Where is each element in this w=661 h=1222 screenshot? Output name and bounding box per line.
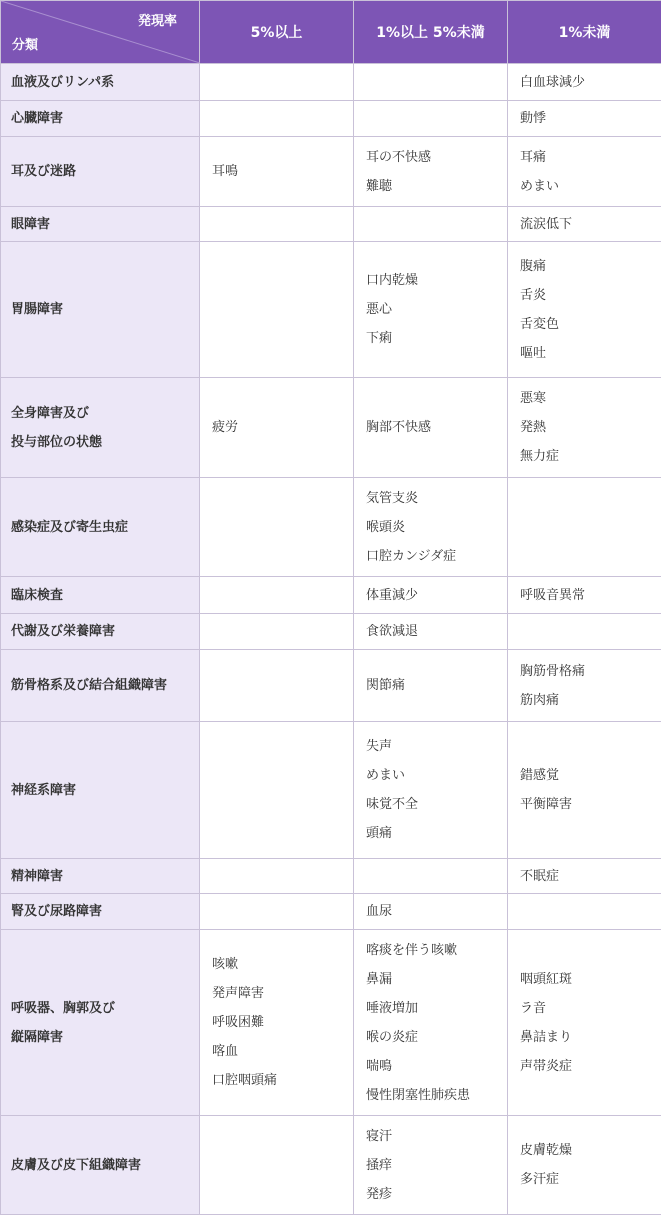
table-row bbox=[1, 577, 661, 614]
category-text: 皮膚及び皮下組織障害 bbox=[11, 1157, 142, 1173]
reaction-cell-c2 bbox=[354, 930, 508, 1116]
reaction-cell-c2 bbox=[354, 101, 508, 137]
reaction-cell-c2 bbox=[354, 859, 508, 894]
reaction-text: 耳鳴 bbox=[212, 164, 239, 179]
reaction-cell-c3 bbox=[508, 894, 661, 930]
reaction-cell-c2 bbox=[354, 207, 508, 242]
reaction-text: 平衡障害 bbox=[520, 797, 573, 812]
reaction-text: 白血球減少 bbox=[520, 74, 586, 90]
reaction-text: 疲労 bbox=[212, 420, 239, 435]
reaction-cell-c3 bbox=[508, 930, 661, 1116]
table-row bbox=[1, 1116, 661, 1215]
reaction-text: 味覚不全 bbox=[366, 797, 419, 812]
table-row bbox=[1, 650, 661, 722]
table-row bbox=[1, 859, 661, 894]
reaction-text: 喉の炎症 bbox=[366, 1029, 419, 1045]
reaction-text: 舌変色 bbox=[520, 316, 560, 332]
category-text: 神経系障害 bbox=[11, 782, 77, 798]
reaction-text: ラ音 bbox=[520, 1000, 547, 1016]
category-cell bbox=[1, 207, 200, 242]
reaction-cell-c3 bbox=[508, 614, 661, 650]
column-header-1-to-5pct: 1%以上 5%未満 bbox=[354, 1, 508, 64]
table-row bbox=[1, 894, 661, 930]
table-body bbox=[1, 64, 661, 1215]
reaction-cell-c1 bbox=[200, 378, 354, 478]
category-cell bbox=[1, 242, 200, 378]
reaction-cell-c3 bbox=[508, 207, 661, 242]
reaction-cell-c2 bbox=[354, 722, 508, 859]
table-row bbox=[1, 378, 661, 478]
reaction-text: 咳嗽 bbox=[212, 957, 239, 972]
category-text: 全身障害及び bbox=[11, 405, 90, 421]
category-text: 精神障害 bbox=[11, 868, 64, 884]
reaction-text: 腹痛 bbox=[520, 258, 547, 274]
reaction-text: 皮膚乾燥 bbox=[520, 1143, 573, 1158]
category-text: 代謝及び栄養障害 bbox=[11, 624, 116, 639]
category-label: 分類 bbox=[12, 38, 39, 53]
reaction-text: 慢性閉塞性肺疾患 bbox=[366, 1087, 471, 1103]
category-cell bbox=[1, 137, 200, 207]
category-text: 腎及び尿路障害 bbox=[11, 904, 103, 919]
reaction-text: 発疹 bbox=[366, 1186, 393, 1202]
reaction-cell-c1 bbox=[200, 137, 354, 207]
category-text: 胃腸障害 bbox=[11, 302, 64, 317]
reaction-text: 発声障害 bbox=[212, 986, 265, 1001]
reaction-cell-c1 bbox=[200, 207, 354, 242]
reaction-cell-c1 bbox=[200, 614, 354, 650]
reaction-text: 喀血 bbox=[212, 1044, 239, 1059]
category-cell bbox=[1, 1116, 200, 1215]
reaction-cell-c3 bbox=[508, 101, 661, 137]
reaction-cell-c1 bbox=[200, 242, 354, 378]
reaction-text: 寝汗 bbox=[366, 1128, 393, 1144]
category-cell bbox=[1, 614, 200, 650]
reaction-text: 多汗症 bbox=[520, 1172, 560, 1187]
category-cell bbox=[1, 577, 200, 614]
reaction-cell-c3 bbox=[508, 242, 661, 378]
reaction-text: 胸部不快感 bbox=[366, 420, 432, 435]
reaction-text: めまい bbox=[366, 768, 406, 783]
column-header-5pct-plus: 5%以上 bbox=[200, 1, 354, 64]
reaction-text: 筋肉痛 bbox=[520, 692, 560, 708]
category-cell bbox=[1, 64, 200, 101]
category-cell bbox=[1, 650, 200, 722]
table-row bbox=[1, 478, 661, 577]
category-cell bbox=[1, 378, 200, 478]
reaction-text: 耳痛 bbox=[520, 149, 547, 165]
reaction-text: 呼吸困難 bbox=[212, 1015, 265, 1030]
table-row bbox=[1, 722, 661, 859]
table-row bbox=[1, 137, 661, 207]
category-text: 臨床検査 bbox=[11, 587, 64, 603]
table-row bbox=[1, 242, 661, 378]
reaction-text: 喉頭炎 bbox=[366, 519, 406, 535]
reaction-text: 頭痛 bbox=[366, 826, 393, 841]
reaction-text: 悪心 bbox=[366, 302, 393, 317]
reaction-cell-c1 bbox=[200, 577, 354, 614]
table-row bbox=[1, 930, 661, 1116]
reaction-cell-c2 bbox=[354, 242, 508, 378]
reaction-text: 嘔吐 bbox=[520, 345, 547, 361]
reaction-text: 呼吸音異常 bbox=[520, 587, 586, 603]
category-text: 縦隔障害 bbox=[11, 1029, 64, 1045]
reaction-cell-c1 bbox=[200, 101, 354, 137]
reaction-cell-c1 bbox=[200, 478, 354, 577]
category-text: 投与部位の状態 bbox=[11, 434, 103, 450]
reaction-text: 錯感覚 bbox=[520, 768, 560, 783]
category-cell bbox=[1, 894, 200, 930]
reaction-cell-c3 bbox=[508, 64, 661, 101]
reaction-cell-c2 bbox=[354, 1116, 508, 1215]
reaction-text: 体重減少 bbox=[366, 587, 419, 603]
reaction-text: 気管支炎 bbox=[366, 490, 419, 506]
reaction-text: 声帯炎症 bbox=[520, 1058, 573, 1074]
reaction-text: 掻痒 bbox=[366, 1157, 393, 1173]
reaction-text: 流涙低下 bbox=[520, 216, 573, 232]
incidence-label: 発現率 bbox=[137, 14, 177, 29]
reaction-cell-c3 bbox=[508, 722, 661, 859]
reaction-text: 下痢 bbox=[366, 331, 393, 346]
reaction-text: 舌炎 bbox=[520, 287, 547, 303]
reaction-text: 鼻詰まり bbox=[520, 1029, 573, 1045]
reaction-cell-c2 bbox=[354, 137, 508, 207]
reaction-cell-c3 bbox=[508, 859, 661, 894]
reaction-cell-c3 bbox=[508, 1116, 661, 1215]
column-header-under-1pct: 1%未満 bbox=[508, 1, 661, 64]
table-row bbox=[1, 64, 661, 101]
reaction-text: 口内乾燥 bbox=[366, 273, 419, 288]
reaction-text: 鼻漏 bbox=[366, 971, 393, 987]
category-cell bbox=[1, 722, 200, 859]
reaction-cell-c2 bbox=[354, 478, 508, 577]
category-text: 感染症及び寄生虫症 bbox=[11, 519, 129, 535]
category-cell bbox=[1, 101, 200, 137]
reaction-text: 咽頭紅斑 bbox=[520, 971, 573, 987]
reaction-text: 関節痛 bbox=[366, 678, 406, 693]
reaction-text: 食欲減退 bbox=[366, 624, 419, 639]
reaction-text: 喘鳴 bbox=[366, 1058, 393, 1074]
reaction-cell-c1 bbox=[200, 650, 354, 722]
reaction-text: 難聴 bbox=[366, 178, 393, 194]
reaction-cell-c1 bbox=[200, 859, 354, 894]
corner-header-cell bbox=[1, 1, 200, 64]
reaction-cell-c2 bbox=[354, 378, 508, 478]
reaction-cell-c1 bbox=[200, 722, 354, 859]
reaction-cell-c3 bbox=[508, 137, 661, 207]
table-header-row bbox=[1, 1, 661, 64]
reaction-text: 胸筋骨格痛 bbox=[520, 663, 586, 679]
reaction-text: めまい bbox=[520, 178, 560, 194]
reaction-text: 唾液増加 bbox=[366, 1000, 419, 1016]
category-text: 心臓障害 bbox=[11, 111, 64, 126]
category-text: 眼障害 bbox=[11, 216, 51, 232]
table-row bbox=[1, 101, 661, 137]
reaction-cell-c1 bbox=[200, 64, 354, 101]
reaction-cell-c3 bbox=[508, 650, 661, 722]
reaction-text: 無力症 bbox=[520, 449, 560, 464]
reaction-cell-c1 bbox=[200, 1116, 354, 1215]
reaction-text: 喀痰を伴う咳嗽 bbox=[366, 942, 458, 958]
table-row bbox=[1, 614, 661, 650]
category-text: 呼吸器、胸郭及び bbox=[11, 1000, 116, 1016]
category-cell bbox=[1, 478, 200, 577]
reaction-text: 口腔カンジダ症 bbox=[366, 548, 457, 564]
reaction-cell-c2 bbox=[354, 894, 508, 930]
reaction-text: 血尿 bbox=[366, 904, 393, 919]
category-cell bbox=[1, 859, 200, 894]
reaction-cell-c3 bbox=[508, 378, 661, 478]
reaction-text: 失声 bbox=[366, 739, 393, 754]
reaction-cell-c2 bbox=[354, 577, 508, 614]
reaction-text: 不眠症 bbox=[520, 868, 560, 884]
reaction-cell-c2 bbox=[354, 64, 508, 101]
reaction-text: 発熱 bbox=[520, 420, 547, 435]
reaction-cell-c3 bbox=[508, 478, 661, 577]
reaction-text: 口腔咽頭痛 bbox=[212, 1073, 278, 1088]
reaction-cell-c2 bbox=[354, 614, 508, 650]
reaction-text: 耳の不快感 bbox=[366, 149, 432, 165]
category-text: 血液及びリンパ系 bbox=[11, 74, 115, 90]
category-text: 筋骨格系及び結合組織障害 bbox=[11, 678, 168, 693]
reaction-cell-c1 bbox=[200, 894, 354, 930]
table-row bbox=[1, 207, 661, 242]
reaction-cell-c2 bbox=[354, 650, 508, 722]
reaction-cell-c3 bbox=[508, 577, 661, 614]
category-text: 耳及び迷路 bbox=[11, 164, 77, 179]
reaction-text: 悪寒 bbox=[520, 391, 547, 406]
reaction-text: 動悸 bbox=[520, 111, 547, 126]
category-cell bbox=[1, 930, 200, 1116]
reaction-cell-c1 bbox=[200, 930, 354, 1116]
